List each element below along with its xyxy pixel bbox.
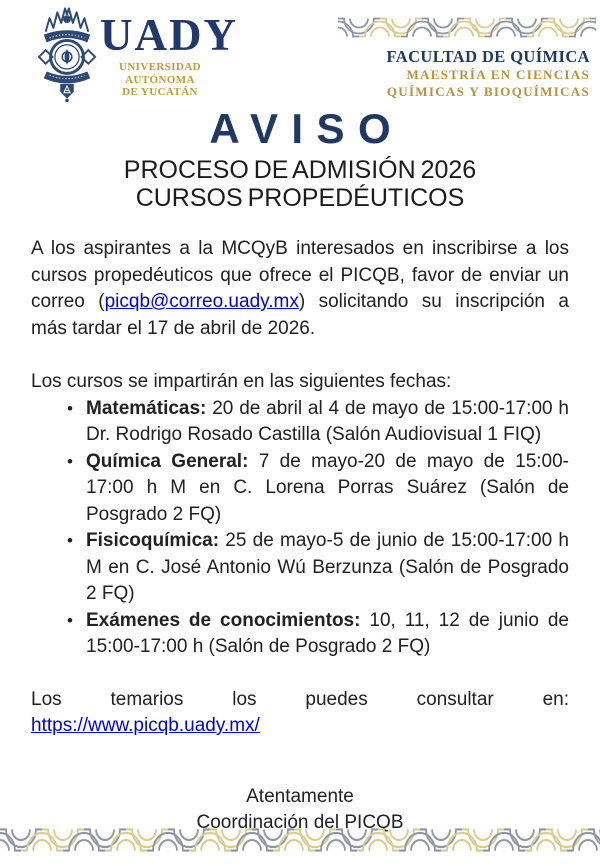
notice-title: AVISO [209, 105, 405, 152]
schedule-heading: Los cursos se impartirán en las siguientes fechas: [31, 371, 452, 392]
uady-sub-line: UNIVERSIDAD [118, 61, 202, 73]
program-name-line2: QUÍMICAS Y BIOQUÍMICAS [386, 83, 590, 99]
uady-crest-icon [36, 5, 98, 103]
intro-text-after: ) solicitando su inscripción a más tardar el 17 de abril de 2026. [31, 291, 569, 339]
email-link[interactable]: picqb@correo.uady.mx [104, 291, 299, 312]
notice-subtitle-line2: CURSOS PROPEDÉUTICOS [135, 184, 465, 212]
bullet-icon: • [67, 531, 73, 550]
notice-body [31, 236, 569, 836]
course-details: 25 de mayo-5 de junio de 15:00-17:00 h M en C. José Antonio Wú Berzunza (Salón de Posgrado 2 FQ) [86, 530, 569, 604]
uady-sub-line: DE YUCATÁN [122, 86, 198, 98]
program-name-line1: MAESTRÍA EN CIENCIAS [406, 67, 590, 82]
faculty-name: FACULTAD DE QUÍMICA [386, 47, 590, 66]
syllabus-url-link[interactable]: https://www.picqb.uady.mx/ [31, 715, 260, 736]
bullet-icon: • [67, 398, 73, 418]
course-details: 20 de abril al 4 de mayo de 15:00-17:00 h Dr. Rodrigo Rosado Castilla (Salón Audiovisual 1 FIQ) [86, 397, 569, 445]
intro-paragraph [31, 236, 569, 342]
closing-text: Atentamente [246, 785, 354, 807]
consult-paragraph [31, 687, 569, 740]
intro-text-before: A los aspirantes a la MCQyB interesados en inscribirse a los cursos propedéuticos que ofrece el PICQB, favor de enviar un correo ( [31, 238, 569, 312]
faculty-header [387, 47, 590, 100]
list-item [67, 608, 569, 661]
uady-sub-line: AUTÓNOMA [125, 73, 195, 86]
course-name: Química General: [86, 450, 249, 472]
uady-wordmark: UADY [100, 10, 238, 60]
list-item [67, 449, 569, 529]
list-item [67, 528, 569, 608]
decorative-wave-border-bottom [0, 820, 600, 860]
course-details: 10, 11, 12 de junio de 15:00-17:00 h (Salón de Posgrado 2 FQ) [86, 609, 569, 657]
course-details: 7 de mayo-20 de mayo de 15:00-17:00 h M en C. Lorena Porras Suárez (Salón de Posgrado 2 FQ) [86, 450, 569, 525]
list-item [67, 396, 569, 449]
notice-subtitle-line1: PROCESO DE ADMISIÓN 2026 [123, 156, 477, 184]
course-list [31, 396, 569, 661]
bullet-icon: • [67, 451, 73, 471]
document-header [0, 0, 600, 104]
decorative-wave-border-top [338, 9, 596, 46]
course-name: Matemáticas: [86, 397, 207, 419]
uady-wordmark-subtitle [112, 61, 208, 99]
course-name: Fisicoquímica: [86, 530, 220, 551]
course-name: Exámenes de conocimientos: [86, 609, 361, 631]
consult-text: Los temarios los puedes consultar en: [31, 688, 569, 710]
bullet-icon: • [67, 610, 73, 630]
